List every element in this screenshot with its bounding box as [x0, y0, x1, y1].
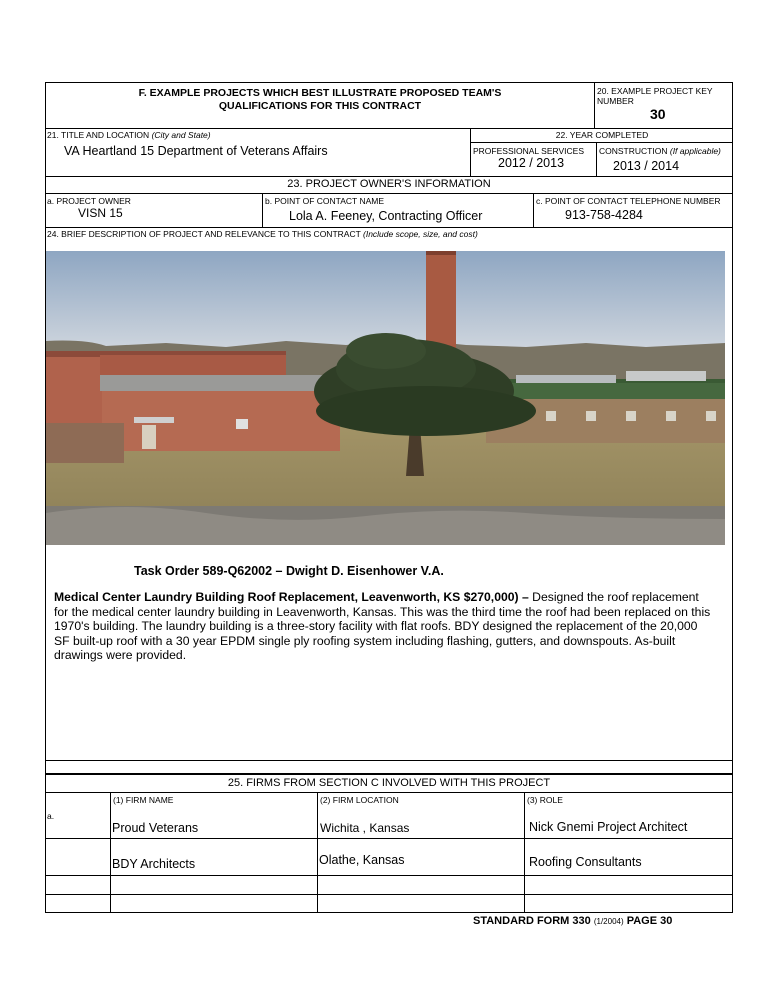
construction-value: 2013 / 2014	[613, 159, 680, 173]
year-completed-label: 22. YEAR COMPLETED	[555, 130, 649, 140]
rule	[45, 760, 733, 761]
project-owner-value: VISN 15	[78, 206, 123, 220]
title-location-value: VA Heartland 15 Department of Veterans Affairs	[64, 144, 328, 158]
project-photo	[46, 251, 725, 545]
key-label-line1: 20. EXAMPLE PROJECT KEY	[597, 86, 713, 96]
firm-1-location: Wichita , Kansas	[320, 821, 410, 835]
row-letter: a.	[47, 811, 55, 821]
rule	[45, 193, 733, 194]
project-owner-label: a. PROJECT OWNER	[47, 196, 131, 206]
contact-name-label: b. POINT OF CONTACT NAME	[265, 196, 385, 206]
description-label-suffix: (Include scope, size, and cost)	[363, 229, 478, 239]
page-number: PAGE 30	[626, 915, 673, 927]
key-label-line2: NUMBER	[597, 96, 634, 106]
form-title-line1: F. EXAMPLE PROJECTS WHICH BEST ILLUSTRATE PROPOSED TEAM'S	[138, 87, 502, 99]
contact-phone-label: c. POINT OF CONTACT TELEPHONE NUMBER	[536, 196, 721, 206]
rule	[45, 838, 733, 839]
rule	[45, 792, 733, 793]
prof-services-label: PROFESSIONAL SERVICES	[473, 146, 585, 156]
construction-label-text: CONSTRUCTION	[599, 146, 668, 156]
firm-2-role: Roofing Consultants	[529, 855, 642, 869]
project-description-lead: Medical Center Laundry Building Roof Replacement, Leavenworth, KS $270,000) –	[54, 590, 529, 604]
form-title	[47, 87, 593, 113]
firm-name-col-label: (1) FIRM NAME	[113, 795, 174, 805]
description-label-text: 24. BRIEF DESCRIPTION OF PROJECT AND RELEVANCE TO THIS CONTRACT	[47, 229, 361, 239]
prof-services-value: 2012 / 2013	[498, 156, 565, 170]
header-divider	[594, 82, 595, 128]
rule	[45, 894, 733, 895]
form-name: STANDARD FORM 330	[473, 915, 591, 927]
form-date: (1/2004)	[593, 917, 624, 926]
construction-label	[599, 146, 721, 156]
firm-role-col-label: (3) ROLE	[527, 795, 563, 805]
rule	[470, 142, 733, 143]
title-location-label	[47, 130, 211, 140]
key-number-value: 30	[650, 106, 666, 122]
rule	[45, 227, 733, 228]
key-number-label	[597, 86, 713, 106]
firm-location-col-label: (2) FIRM LOCATION	[320, 795, 399, 805]
form-title-line2: QUALIFICATIONS FOR THIS CONTRACT	[218, 100, 422, 112]
firm-2-location: Olathe, Kansas	[319, 853, 405, 867]
project-description-body: Designed the roof replacement for the medical center laundry building in Leavenworth, Kansas. This was the third time the roof had been replaced on this 1970's building. The laundry building is a three-story facility with flat roofs. BDY designed the replacement of the 20,000 SF built-up roof with a 30 year EPDM single ply roofing system including flashing, gutters, and downspouts. As-built drawings were provided.	[54, 590, 711, 663]
contact-phone-value: 913-758-4284	[565, 208, 643, 222]
form-footer	[473, 915, 672, 928]
construction-label-suffix: (If applicable)	[669, 146, 721, 156]
task-order-heading: Task Order 589-Q62002 – Dwight D. Eisenhower V.A.	[134, 564, 444, 578]
owner-info-section-label: 23. PROJECT OWNER'S INFORMATION	[287, 178, 491, 190]
rule	[45, 875, 733, 876]
rule	[533, 193, 534, 227]
firm-1-name: Proud Veterans	[112, 821, 199, 835]
firm-1-role: Nick Gnemi Project Architect	[529, 820, 688, 834]
rule	[45, 773, 733, 775]
contact-name-value: Lola A. Feeney, Contracting Officer	[289, 209, 483, 223]
rule	[45, 176, 733, 177]
rule	[262, 193, 263, 227]
rule	[596, 142, 597, 176]
description-label	[47, 229, 478, 239]
firm-2-name: BDY Architects	[112, 857, 196, 871]
project-description	[54, 590, 714, 663]
firms-section-label: 25. FIRMS FROM SECTION C INVOLVED WITH THIS PROJECT	[227, 777, 551, 789]
rule	[45, 128, 733, 129]
title-location-label-text: 21. TITLE AND LOCATION	[47, 130, 150, 140]
title-location-label-suffix: (City and State)	[151, 130, 211, 140]
